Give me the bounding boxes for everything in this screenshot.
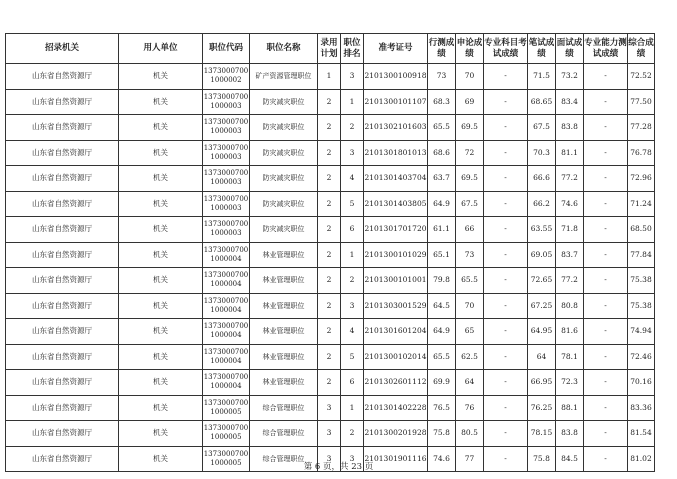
table-cell: 13730007001000005 bbox=[203, 395, 250, 421]
table-cell: 13730007001000002 bbox=[203, 64, 250, 90]
column-header: 准考证号 bbox=[364, 34, 428, 64]
table-cell: 机关 bbox=[119, 115, 203, 141]
table-cell: 2 bbox=[341, 268, 364, 294]
table-cell: 机关 bbox=[119, 268, 203, 294]
column-header: 用人单位 bbox=[119, 34, 203, 64]
table-cell: 13730007001000004 bbox=[203, 293, 250, 319]
column-header: 专业科目考试成绩 bbox=[484, 34, 528, 64]
table-cell: 2 bbox=[318, 115, 341, 141]
table-cell: 66.2 bbox=[528, 191, 556, 217]
table-cell: 机关 bbox=[119, 242, 203, 268]
table-cell: 72.52 bbox=[628, 64, 655, 90]
table-cell: 6 bbox=[341, 370, 364, 396]
table-cell: 65.5 bbox=[428, 115, 456, 141]
table-cell: 84.5 bbox=[556, 446, 584, 472]
table-cell: 山东省自然资源厅 bbox=[6, 191, 119, 217]
table-cell: 机关 bbox=[119, 166, 203, 192]
table-row bbox=[6, 370, 655, 396]
table-cell: 2 bbox=[318, 89, 341, 115]
table-cell: 75.38 bbox=[628, 268, 655, 294]
table-cell: 68.65 bbox=[528, 89, 556, 115]
table-cell: 80.8 bbox=[556, 293, 584, 319]
table-cell: 83.4 bbox=[556, 89, 584, 115]
table-cell: 13730007001000005 bbox=[203, 421, 250, 447]
table-cell: 2101301901116 bbox=[364, 446, 428, 472]
table-cell: 76.5 bbox=[428, 395, 456, 421]
table-cell: 2101301402228 bbox=[364, 395, 428, 421]
table-cell: 林业管理职位 bbox=[250, 268, 318, 294]
table-cell: 山东省自然资源厅 bbox=[6, 89, 119, 115]
table-cell: 66.6 bbox=[528, 166, 556, 192]
table-cell: 69.05 bbox=[528, 242, 556, 268]
table-cell: 13730007001000004 bbox=[203, 268, 250, 294]
table-cell: 76 bbox=[456, 395, 484, 421]
table-cell: 71.5 bbox=[528, 64, 556, 90]
column-header: 综合成绩 bbox=[628, 34, 655, 64]
table-cell: - bbox=[484, 293, 528, 319]
table-row bbox=[6, 421, 655, 447]
table-cell: 2101300101107 bbox=[364, 89, 428, 115]
column-header: 专业能力测试成绩 bbox=[584, 34, 628, 64]
table-cell: 75.8 bbox=[528, 446, 556, 472]
table-cell: 防灾减灾职位 bbox=[250, 115, 318, 141]
table-row bbox=[6, 319, 655, 345]
table-cell: 2 bbox=[318, 319, 341, 345]
table-cell: 3 bbox=[341, 140, 364, 166]
table-cell: 65.5 bbox=[428, 344, 456, 370]
table-cell: 80.5 bbox=[456, 421, 484, 447]
table-cell: 机关 bbox=[119, 421, 203, 447]
table-cell: 13730007001000003 bbox=[203, 217, 250, 243]
table-cell: 机关 bbox=[119, 191, 203, 217]
table-cell: 2101300101001 bbox=[364, 268, 428, 294]
table-cell: 77 bbox=[456, 446, 484, 472]
table-cell: - bbox=[484, 395, 528, 421]
table-cell: 2 bbox=[341, 115, 364, 141]
table-cell: 2101300101029 bbox=[364, 242, 428, 268]
table-cell: 4 bbox=[341, 166, 364, 192]
table-cell: 63.7 bbox=[428, 166, 456, 192]
table-cell: 机关 bbox=[119, 64, 203, 90]
table-cell: - bbox=[484, 217, 528, 243]
table-cell: - bbox=[584, 140, 628, 166]
table-cell: 林业管理职位 bbox=[250, 242, 318, 268]
table-cell: 66.95 bbox=[528, 370, 556, 396]
table-row bbox=[6, 64, 655, 90]
table-cell: 防灾减灾职位 bbox=[250, 217, 318, 243]
table-cell: 77.2 bbox=[556, 268, 584, 294]
table-cell: 机关 bbox=[119, 395, 203, 421]
table-row bbox=[6, 89, 655, 115]
table-cell: 13730007001000003 bbox=[203, 89, 250, 115]
table-cell: 3 bbox=[341, 446, 364, 472]
table-cell: 83.8 bbox=[556, 421, 584, 447]
table-cell: 64 bbox=[456, 370, 484, 396]
table-cell: 83.7 bbox=[556, 242, 584, 268]
table-cell: 88.1 bbox=[556, 395, 584, 421]
table-cell: 林业管理职位 bbox=[250, 319, 318, 345]
table-cell: 69 bbox=[456, 89, 484, 115]
table-cell: - bbox=[484, 242, 528, 268]
column-header: 招录机关 bbox=[6, 34, 119, 64]
table-cell: 机关 bbox=[119, 293, 203, 319]
table-cell: 山东省自然资源厅 bbox=[6, 319, 119, 345]
table-cell: 63.55 bbox=[528, 217, 556, 243]
table-cell: 69.5 bbox=[456, 115, 484, 141]
table-cell: 5 bbox=[341, 344, 364, 370]
table-cell: 矿产资源管理职位 bbox=[250, 64, 318, 90]
table-cell: 74.6 bbox=[556, 191, 584, 217]
table-cell: 77.2 bbox=[556, 166, 584, 192]
table-cell: 机关 bbox=[119, 446, 203, 472]
table-cell: 山东省自然资源厅 bbox=[6, 115, 119, 141]
table-cell: 3 bbox=[341, 293, 364, 319]
table-cell: 72 bbox=[456, 140, 484, 166]
table-cell: 64.95 bbox=[528, 319, 556, 345]
table-cell: 山东省自然资源厅 bbox=[6, 395, 119, 421]
table-cell: - bbox=[484, 140, 528, 166]
table-cell: 山东省自然资源厅 bbox=[6, 140, 119, 166]
table-cell: 78.15 bbox=[528, 421, 556, 447]
table-cell: - bbox=[584, 370, 628, 396]
table-cell: 山东省自然资源厅 bbox=[6, 242, 119, 268]
table-cell: 61.1 bbox=[428, 217, 456, 243]
table-cell: - bbox=[584, 242, 628, 268]
table-cell: 75.38 bbox=[628, 293, 655, 319]
table-cell: 13730007001000005 bbox=[203, 446, 250, 472]
table-cell: 67.5 bbox=[528, 115, 556, 141]
table-cell: 73 bbox=[456, 242, 484, 268]
table-cell: 2101300100918 bbox=[364, 64, 428, 90]
table-cell: 65.5 bbox=[456, 268, 484, 294]
table-cell: 2101300102014 bbox=[364, 344, 428, 370]
table-cell: 81.54 bbox=[628, 421, 655, 447]
table-cell: - bbox=[584, 115, 628, 141]
table-cell: 74.94 bbox=[628, 319, 655, 345]
table-cell: - bbox=[584, 344, 628, 370]
table-row bbox=[6, 115, 655, 141]
table-cell: 81.6 bbox=[556, 319, 584, 345]
column-header: 笔试成绩 bbox=[528, 34, 556, 64]
table-cell: 综合管理职位 bbox=[250, 446, 318, 472]
table-cell: 66 bbox=[456, 217, 484, 243]
column-header: 申论成绩 bbox=[456, 34, 484, 64]
table-cell: 72.65 bbox=[528, 268, 556, 294]
table-cell: 76.25 bbox=[528, 395, 556, 421]
table-cell: 62.5 bbox=[456, 344, 484, 370]
table-cell: 山东省自然资源厅 bbox=[6, 64, 119, 90]
table-cell: 65 bbox=[456, 319, 484, 345]
column-header: 行测成绩 bbox=[428, 34, 456, 64]
table-cell: - bbox=[484, 344, 528, 370]
table-cell: 83.36 bbox=[628, 395, 655, 421]
table-cell: - bbox=[484, 446, 528, 472]
table-cell: 山东省自然资源厅 bbox=[6, 446, 119, 472]
table-cell: 机关 bbox=[119, 370, 203, 396]
table-cell: 2 bbox=[318, 191, 341, 217]
table-cell: 2 bbox=[318, 293, 341, 319]
table-cell: 64.5 bbox=[428, 293, 456, 319]
table-cell: 山东省自然资源厅 bbox=[6, 293, 119, 319]
table-cell: 机关 bbox=[119, 217, 203, 243]
table-cell: 综合管理职位 bbox=[250, 395, 318, 421]
table-cell: - bbox=[584, 268, 628, 294]
table-cell: 2 bbox=[341, 421, 364, 447]
table-cell: - bbox=[484, 268, 528, 294]
table-cell: 64.9 bbox=[428, 319, 456, 345]
table-cell: - bbox=[584, 446, 628, 472]
table-cell: 2 bbox=[318, 268, 341, 294]
table-cell: 76.78 bbox=[628, 140, 655, 166]
table-cell: - bbox=[484, 421, 528, 447]
table-cell: 74.6 bbox=[428, 446, 456, 472]
table-cell: 1 bbox=[318, 64, 341, 90]
table-cell: 防灾减灾职位 bbox=[250, 166, 318, 192]
table-cell: 68.50 bbox=[628, 217, 655, 243]
table-cell: 3 bbox=[318, 421, 341, 447]
table-cell: 72.96 bbox=[628, 166, 655, 192]
table-cell: 林业管理职位 bbox=[250, 370, 318, 396]
table-cell: 75.8 bbox=[428, 421, 456, 447]
table-cell: 山东省自然资源厅 bbox=[6, 370, 119, 396]
table-cell: - bbox=[584, 166, 628, 192]
table-cell: 防灾减灾职位 bbox=[250, 140, 318, 166]
table-cell: 2 bbox=[318, 242, 341, 268]
table-cell: 70.16 bbox=[628, 370, 655, 396]
table-cell: 78.1 bbox=[556, 344, 584, 370]
table-cell: 68.3 bbox=[428, 89, 456, 115]
table-cell: 2101301403704 bbox=[364, 166, 428, 192]
table-cell: 13730007001000004 bbox=[203, 319, 250, 345]
table-row bbox=[6, 166, 655, 192]
column-header: 职位排名 bbox=[341, 34, 364, 64]
table-cell: 3 bbox=[318, 446, 341, 472]
table-cell: 77.50 bbox=[628, 89, 655, 115]
table-cell: - bbox=[584, 319, 628, 345]
table-cell: 77.84 bbox=[628, 242, 655, 268]
table-cell: 13730007001000003 bbox=[203, 140, 250, 166]
table-cell: 2101301701720 bbox=[364, 217, 428, 243]
table-cell: 69.9 bbox=[428, 370, 456, 396]
table-cell: 64.9 bbox=[428, 191, 456, 217]
table-cell: 2101301601204 bbox=[364, 319, 428, 345]
table-cell: 林业管理职位 bbox=[250, 293, 318, 319]
table-cell: 67.25 bbox=[528, 293, 556, 319]
table-cell: - bbox=[584, 293, 628, 319]
column-header: 职位代码 bbox=[203, 34, 250, 64]
table-cell: 2 bbox=[318, 166, 341, 192]
column-header: 职位名称 bbox=[250, 34, 318, 64]
table-cell: 4 bbox=[341, 319, 364, 345]
table-cell: - bbox=[484, 370, 528, 396]
results-table bbox=[5, 33, 655, 472]
table-cell: 73.2 bbox=[556, 64, 584, 90]
table-cell: 2101301403805 bbox=[364, 191, 428, 217]
table-cell: 林业管理职位 bbox=[250, 344, 318, 370]
table-cell: 69.5 bbox=[456, 166, 484, 192]
table-cell: 81.02 bbox=[628, 446, 655, 472]
table-cell: 2 bbox=[318, 370, 341, 396]
table-cell: 山东省自然资源厅 bbox=[6, 268, 119, 294]
table-row bbox=[6, 293, 655, 319]
table-cell: 70.3 bbox=[528, 140, 556, 166]
table-cell: 3 bbox=[318, 395, 341, 421]
table-cell: 1 bbox=[341, 395, 364, 421]
table-cell: 防灾减灾职位 bbox=[250, 191, 318, 217]
table-cell: 64 bbox=[528, 344, 556, 370]
table-cell: 山东省自然资源厅 bbox=[6, 217, 119, 243]
table-row bbox=[6, 395, 655, 421]
table-cell: 71.24 bbox=[628, 191, 655, 217]
table-cell: 2101302101603 bbox=[364, 115, 428, 141]
table-cell: 70 bbox=[456, 293, 484, 319]
table-cell: 13730007001000004 bbox=[203, 370, 250, 396]
table-cell: 防灾减灾职位 bbox=[250, 89, 318, 115]
table-cell: - bbox=[484, 64, 528, 90]
table-cell: 13730007001000003 bbox=[203, 115, 250, 141]
table-cell: 13730007001000004 bbox=[203, 242, 250, 268]
table-cell: 山东省自然资源厅 bbox=[6, 421, 119, 447]
table-cell: 机关 bbox=[119, 319, 203, 345]
table-cell: 70 bbox=[456, 64, 484, 90]
column-header: 面试成绩 bbox=[556, 34, 584, 64]
table-cell: - bbox=[484, 191, 528, 217]
table-cell: 2 bbox=[318, 140, 341, 166]
table-cell: 79.8 bbox=[428, 268, 456, 294]
table-cell: 综合管理职位 bbox=[250, 421, 318, 447]
table-cell: 2101301801013 bbox=[364, 140, 428, 166]
table-row bbox=[6, 140, 655, 166]
table-cell: - bbox=[584, 421, 628, 447]
table-row bbox=[6, 242, 655, 268]
table-cell: 2101302601112 bbox=[364, 370, 428, 396]
table-cell: 67.5 bbox=[456, 191, 484, 217]
table-cell: 81.1 bbox=[556, 140, 584, 166]
table-cell: 68.6 bbox=[428, 140, 456, 166]
table-cell: 2 bbox=[318, 217, 341, 243]
table-cell: 13730007001000003 bbox=[203, 191, 250, 217]
table-cell: - bbox=[484, 89, 528, 115]
table-cell: 机关 bbox=[119, 89, 203, 115]
table-row bbox=[6, 217, 655, 243]
table-cell: 机关 bbox=[119, 344, 203, 370]
table-cell: 3 bbox=[341, 64, 364, 90]
table-cell: 13730007001000004 bbox=[203, 344, 250, 370]
table-cell: 83.8 bbox=[556, 115, 584, 141]
table-cell: 77.28 bbox=[628, 115, 655, 141]
table-cell: 65.1 bbox=[428, 242, 456, 268]
table-cell: 2101303001529 bbox=[364, 293, 428, 319]
page-footer: 第 6 页，共 23 页 bbox=[303, 462, 374, 472]
table-row bbox=[6, 191, 655, 217]
table-cell: - bbox=[584, 191, 628, 217]
table-cell: - bbox=[484, 166, 528, 192]
table-cell: 2 bbox=[318, 344, 341, 370]
table-cell: 2101300201928 bbox=[364, 421, 428, 447]
table-cell: - bbox=[584, 89, 628, 115]
table-cell: - bbox=[584, 395, 628, 421]
table-cell: 13730007001000003 bbox=[203, 166, 250, 192]
table-cell: 5 bbox=[341, 191, 364, 217]
table-cell: - bbox=[484, 115, 528, 141]
table-cell: - bbox=[484, 319, 528, 345]
table-cell: 72.46 bbox=[628, 344, 655, 370]
column-header: 录用计划 bbox=[318, 34, 341, 64]
table-row bbox=[6, 268, 655, 294]
table-cell: - bbox=[584, 217, 628, 243]
table-cell: 山东省自然资源厅 bbox=[6, 166, 119, 192]
table-header-row bbox=[6, 34, 655, 64]
table-cell: 73 bbox=[428, 64, 456, 90]
table-row bbox=[6, 344, 655, 370]
table-cell: - bbox=[584, 64, 628, 90]
table-cell: 1 bbox=[341, 89, 364, 115]
table-cell: 72.3 bbox=[556, 370, 584, 396]
table-cell: 71.8 bbox=[556, 217, 584, 243]
table-cell: 6 bbox=[341, 217, 364, 243]
table-cell: 1 bbox=[341, 242, 364, 268]
table-cell: 山东省自然资源厅 bbox=[6, 344, 119, 370]
table-cell: 机关 bbox=[119, 140, 203, 166]
